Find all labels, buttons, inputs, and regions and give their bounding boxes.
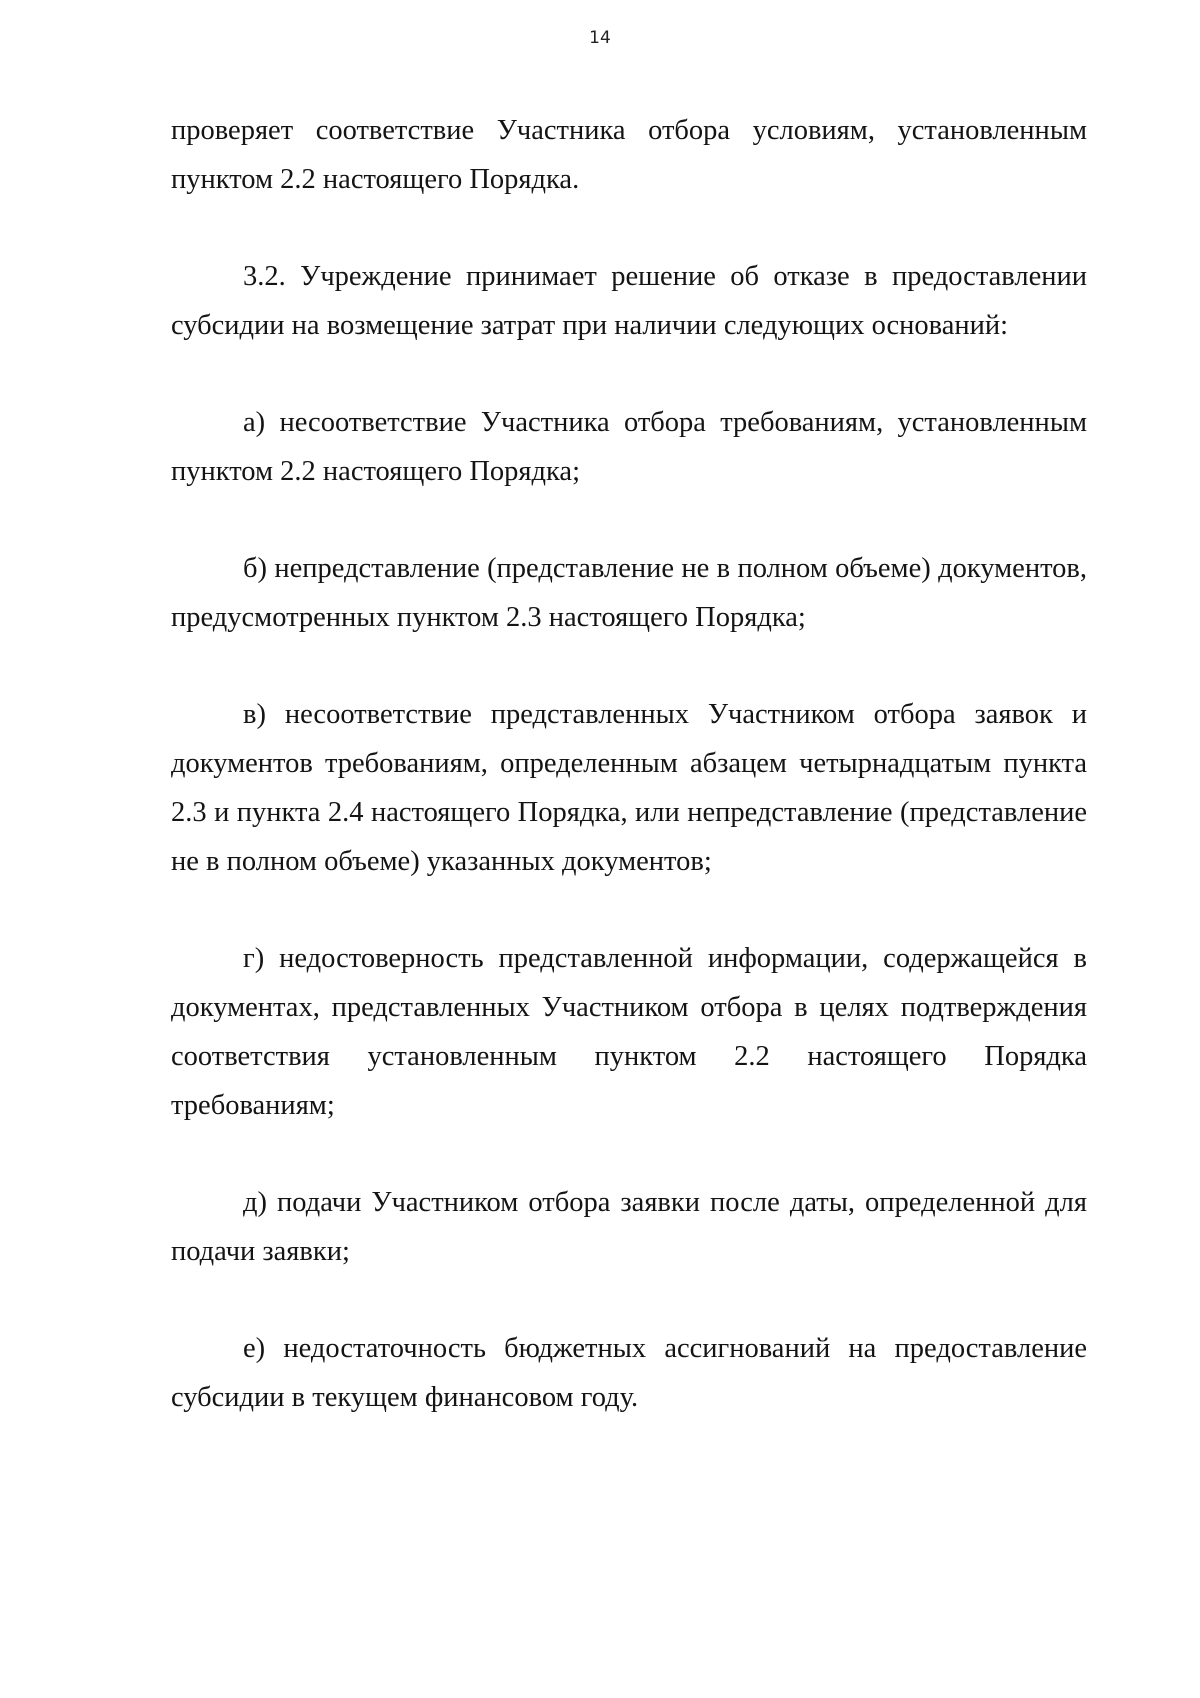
list-item-a: а) несоответствие Участника отбора требованиям, установленным пунктом 2.2 настоящего Порядка; [171, 407, 1087, 487]
paragraph-3-2: 3.2. Учреждение принимает решение об отказе в предоставлении субсидии на возмещение затрат при наличии следующих оснований: [171, 261, 1087, 341]
page-number: 14 [589, 28, 611, 48]
paragraph-continuation: проверяет соответствие Участника отбора условиям, установленным пунктом 2.2 настоящего Порядка. [171, 115, 1087, 195]
list-item-d: д) подачи Участником отбора заявки после даты, определенной для подачи заявки; [171, 1187, 1087, 1267]
list-item-g: г) недостоверность представленной информации, содержащейся в документах, представленных Участником отбора в целях подтверждения соответствия установленным пунктом 2.2 настоящего Порядка требованиям; [171, 943, 1087, 1121]
list-item-v: в) несоответствие представленных Участником отбора заявок и документов требованиям, определенным абзацем четырнадцатым пункта 2.3 и пункта 2.4 настоящего Порядка, или непредставление (представление не в полном объеме) указанных документов; [171, 699, 1087, 877]
list-item-e: е) недостаточность бюджетных ассигнований на предоставление субсидии в текущем финансовом году. [171, 1333, 1087, 1413]
list-item-b: б) непредставление (представление не в полном объеме) документов, предусмотренных пунктом 2.3 настоящего Порядка; [171, 553, 1087, 633]
